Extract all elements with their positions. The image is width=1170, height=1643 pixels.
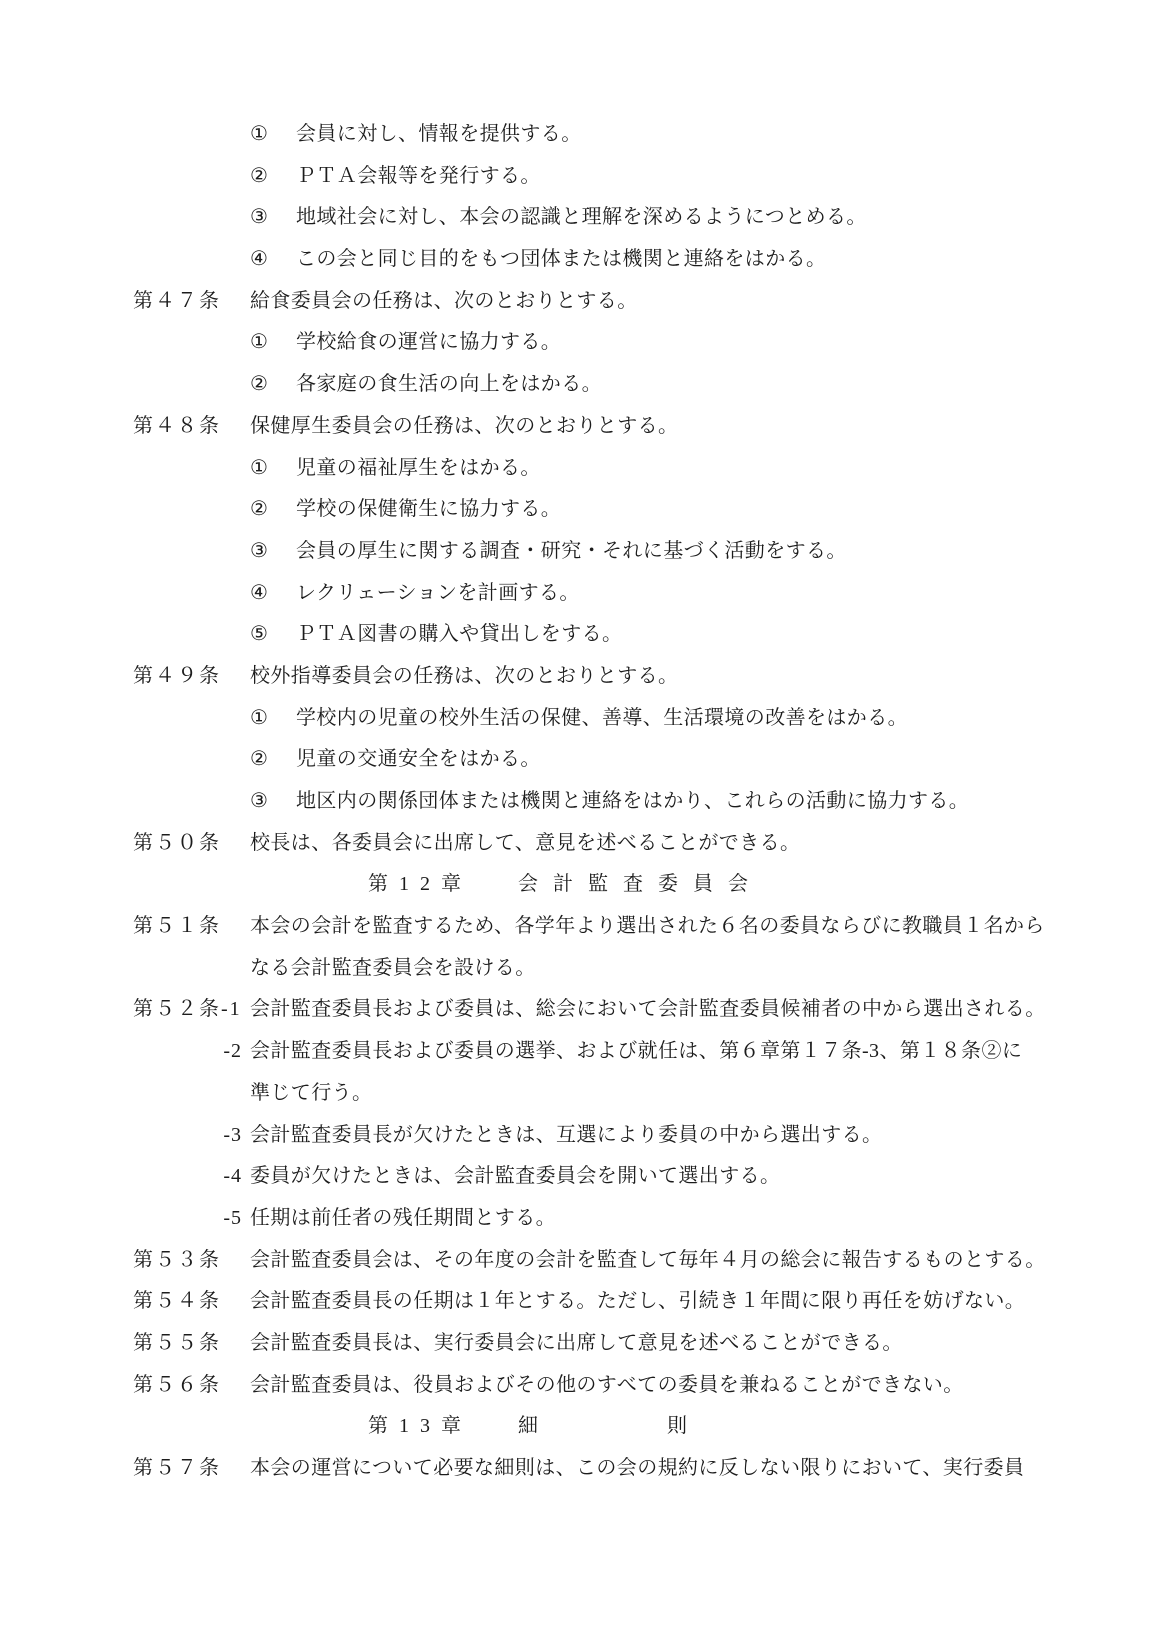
article-number: 第４７条	[133, 289, 221, 312]
sub-item-line	[133, 1031, 1080, 1073]
article-text: 保健厚生委員会の任務は、次のとおりとする。	[250, 414, 679, 437]
list-item	[250, 114, 1080, 156]
list-item	[250, 197, 1080, 239]
article-line	[133, 906, 1080, 948]
list-item-text: レクリェーションを計画する。	[296, 581, 580, 604]
circled-number-marker: ②	[250, 373, 268, 396]
list-item-text: 会員に対し、情報を提供する。	[296, 123, 582, 145]
article-line	[133, 1448, 1080, 1490]
sub-item-number: -4	[223, 1165, 242, 1188]
article-number: 第５６条	[133, 1373, 221, 1396]
numbered-list-line	[133, 573, 1080, 615]
numbered-list-line	[133, 614, 1080, 656]
sub-item-line	[133, 1156, 1080, 1198]
circled-number-marker: ①	[250, 706, 268, 729]
chapter-number: 第 1 2 章	[368, 873, 464, 896]
list-item-text: 児童の交通安全をはかる。	[296, 748, 541, 771]
sub-item-number: -5	[223, 1206, 242, 1229]
numbered-list-line	[133, 448, 1080, 490]
list-item	[250, 364, 1080, 406]
chapter-number: 第 1 3 章	[368, 1415, 464, 1438]
list-item	[250, 448, 1080, 490]
article-number: 第５７条	[133, 1457, 221, 1479]
sub-item-text: 委員が欠けたときは、会計監査委員会を開いて選出する。	[250, 1165, 781, 1188]
article-line	[133, 281, 1080, 323]
circled-number-marker: ③	[250, 206, 268, 229]
article-text: 本会の運営について必要な細則は、この会の規約に反しない限りにおいて、実行委員	[250, 1457, 1025, 1479]
article-line	[133, 1281, 1080, 1323]
article-text: 会計監査委員長および委員は、総会において会計監査委員候補者の中から選出される。	[250, 998, 1046, 1021]
article-number: 第５４条	[133, 1290, 221, 1313]
list-item-text: 学校の保健衛生に協力する。	[296, 498, 562, 521]
article-line	[133, 989, 1080, 1031]
chapter-title	[518, 1406, 702, 1448]
article-line	[133, 823, 1080, 865]
article-text: 会計監査委員長は、実行委員会に出席して意見を述べることができる。	[250, 1331, 903, 1354]
list-item	[250, 614, 1080, 656]
list-item-text: ＰＴＡ図書の購入や貸出しをする。	[296, 623, 623, 646]
article-text: 給食委員会の任務は、次のとおりとする。	[250, 289, 638, 312]
chapter-title	[518, 864, 763, 906]
article-text: 校外指導委員会の任務は、次のとおりとする。	[250, 664, 679, 687]
sub-item-text: 会計監査委員長および委員の選挙、および就任は、第６章第１７条-3、第１８条②に	[250, 1040, 1023, 1063]
numbered-list-line	[133, 114, 1080, 156]
numbered-list-line	[133, 322, 1080, 364]
sub-item-line	[133, 1198, 1080, 1240]
list-item	[250, 156, 1080, 198]
article-line	[133, 1323, 1080, 1365]
numbered-list-line	[133, 739, 1080, 781]
circled-number-marker: ②	[250, 748, 268, 771]
circled-number-marker: ②	[250, 498, 268, 521]
list-item	[250, 781, 1080, 823]
list-item-text: 会員の厚生に関する調査・研究・それに基づく活動をする。	[296, 539, 847, 562]
sub-item-text: 会計監査委員長が欠けたときは、互選により委員の中から選出する。	[250, 1123, 883, 1146]
list-item-text: 学校給食の運営に協力する。	[296, 331, 562, 354]
circled-number-marker: ④	[250, 248, 268, 271]
sub-item-line	[133, 1115, 1080, 1157]
numbered-list-line	[133, 781, 1080, 823]
article-number: 第４８条	[133, 414, 221, 437]
article-line	[133, 656, 1080, 698]
chapter-title-part: 則	[667, 1415, 702, 1438]
sub-item-number: -2	[223, 1040, 242, 1063]
article-text: 会計監査委員会は、その年度の会計を監査して毎年４月の総会に報告するものとする。	[250, 1248, 1046, 1271]
circled-number-marker: ①	[250, 123, 268, 145]
circled-number-marker: ②	[250, 164, 268, 187]
sub-item-text: 任期は前任者の残任期間とする。	[250, 1206, 556, 1229]
article-text: 本会の会計を監査するため、各学年より選出された６名の委員ならびに教職員１名から	[250, 915, 1045, 938]
list-item	[250, 239, 1080, 281]
continuation-line	[133, 1073, 1080, 1115]
list-item-text: 地区内の関係団体または機関と連絡をはかり、これらの活動に協力する。	[296, 790, 970, 812]
circled-number-marker: ①	[250, 456, 268, 479]
list-item	[250, 489, 1080, 531]
numbered-list-line	[133, 364, 1080, 406]
article-line	[133, 406, 1080, 448]
chapter-heading	[133, 1406, 1080, 1448]
numbered-list-line	[133, 489, 1080, 531]
numbered-list-line	[133, 531, 1080, 573]
article-text: 校長は、各委員会に出席して、意見を述べることができる。	[250, 831, 801, 854]
continuation-text: 準じて行う。	[250, 1081, 373, 1104]
sub-item-number: -3	[223, 1123, 242, 1146]
list-item	[250, 698, 1080, 740]
list-item-text: この会と同じ目的をもつ団体または機関と連絡をはかる。	[296, 248, 827, 271]
circled-number-marker: ④	[250, 581, 268, 604]
circled-number-marker: ③	[250, 539, 268, 562]
article-number: 第５１条	[133, 915, 221, 938]
article-line	[133, 1365, 1080, 1407]
numbered-list-line	[133, 239, 1080, 281]
list-item-text: 各家庭の食生活の向上をはかる。	[296, 373, 602, 396]
circled-number-marker: ⑤	[250, 623, 268, 646]
continuation-text: なる会計監査委員会を設ける。	[250, 956, 536, 979]
chapter-title-part: 細	[518, 1415, 553, 1438]
article-number: 第５０条	[133, 831, 221, 854]
circled-number-marker: ①	[250, 331, 268, 354]
list-item	[250, 739, 1080, 781]
list-item-text: ＰＴＡ会報等を発行する。	[296, 164, 541, 187]
list-item	[250, 573, 1080, 615]
chapter-heading	[133, 864, 1080, 906]
article-line	[133, 1240, 1080, 1282]
article-number: 第４９条	[133, 664, 221, 687]
document-content	[133, 114, 1080, 1490]
numbered-list-line	[133, 197, 1080, 239]
article-number: 第５２条-1	[133, 998, 242, 1021]
numbered-list-line	[133, 698, 1080, 740]
article-number: 第５３条	[133, 1248, 221, 1271]
list-item-text: 学校内の児童の校外生活の保健、善導、生活環境の改善をはかる。	[296, 706, 908, 729]
list-item	[250, 531, 1080, 573]
chapter-title-part: 会計監査委員会	[518, 873, 763, 896]
list-item-text: 児童の福祉厚生をはかる。	[296, 456, 541, 479]
article-text: 会計監査委員は、役員およびその他のすべての委員を兼ねることができない。	[250, 1373, 964, 1396]
circled-number-marker: ③	[250, 790, 268, 812]
list-item	[250, 322, 1080, 364]
article-number: 第５５条	[133, 1331, 221, 1354]
list-item-text: 地域社会に対し、本会の認識と理解を深めるようにつとめる。	[296, 206, 867, 229]
numbered-list-line	[133, 156, 1080, 198]
article-text: 会計監査委員長の任期は１年とする。ただし、引続き１年間に限り再任を妨げない。	[250, 1290, 1026, 1313]
continuation-line	[133, 948, 1080, 990]
